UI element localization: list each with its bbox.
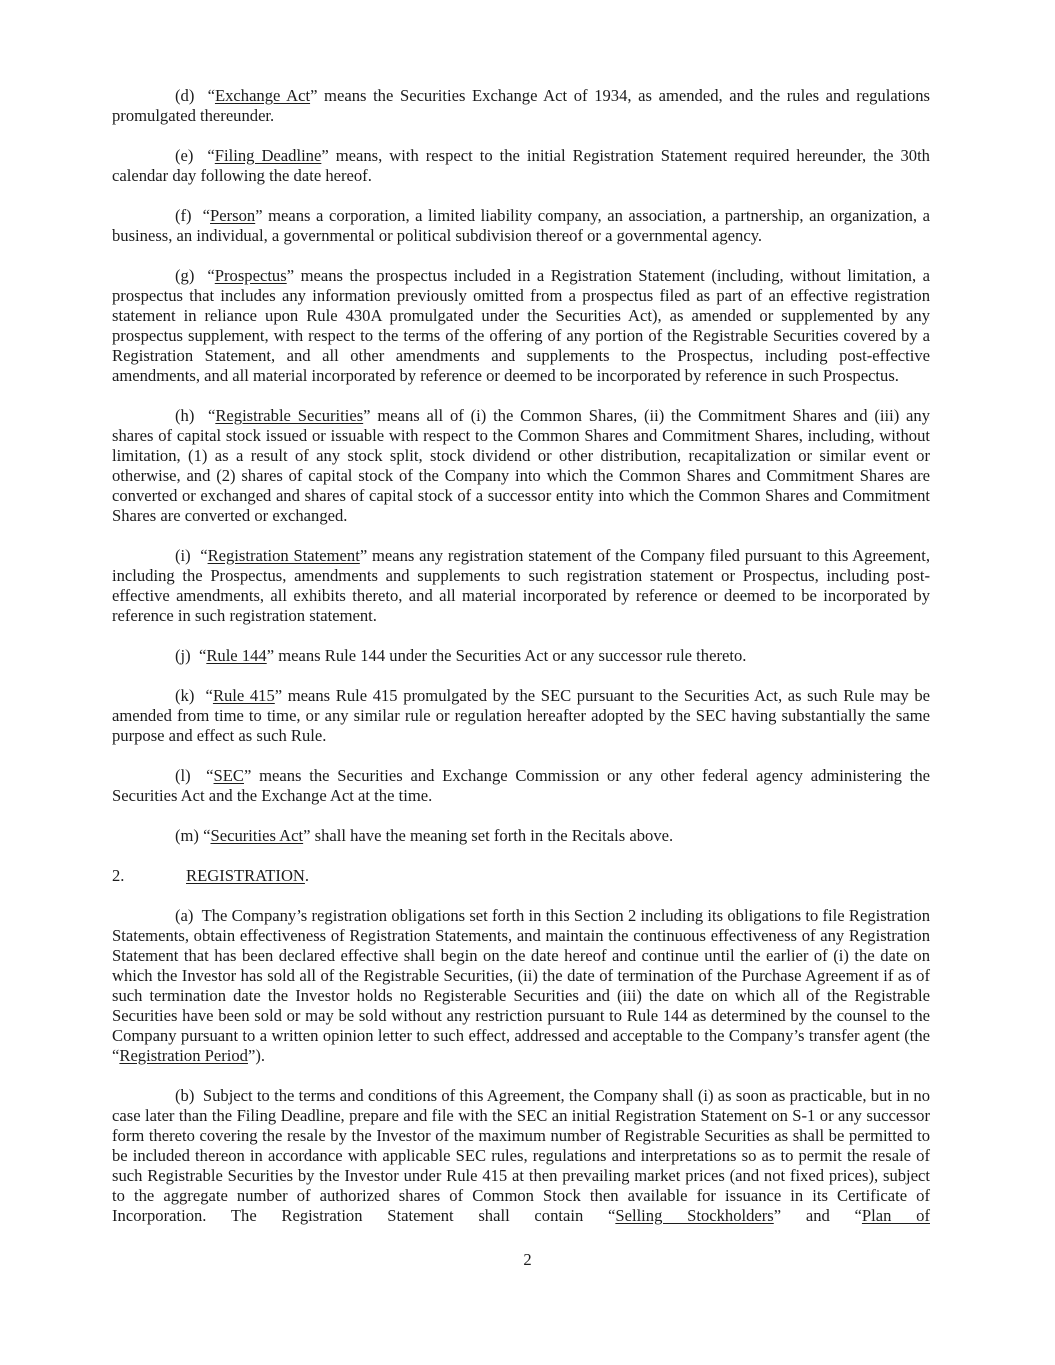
text-run: (a) The Company’s registration obligations set forth in this Section 2 including its obligations to file Registration Statements, obtain effectiveness of Registration Statements, and maintain the continuous effectiveness of any Registration Statement that has been declared effective shall begin on the date hereof and continue until the earlier of (i) the date on which the Investor has sold all of the Registrable Securities, (ii) the date of termination of the Purchase Agreement if as of such termination date the Investor holds no Registerable Securities and (iii) the date on which all of the Registrable Securities have been sold or may be sold without any restriction pursuant to Rule 144 as determined by the counsel to the Company pursuant to a written opinion letter to such effect, addressed and acceptable to the Company’s transfer agent (the “ [112,906,930,1065]
defined-term: Registration Statement [207,546,360,565]
definition-g [112,266,930,386]
section-2-heading [112,866,930,886]
text-run: (i) “ [175,546,208,565]
text-run: (j) “ [175,646,207,665]
defined-term: Plan of [861,1206,930,1225]
text-run: (g) “ [175,266,215,285]
definition-l [112,766,930,806]
text-run: ” means Rule 144 under the Securities Act or any successor rule thereto. [266,646,747,665]
text-run: ” means all of (i) the Common Shares, (ii) the Commitment Shares and (iii) any shares of capital stock issued or issuable with respect to the Common Shares and Commitment Shares, including, without limitation, (1) as a result of any stock split, stock dividend or other distribution, recapitalization or similar event or otherwise, and (2) shares of capital stock of the Company into which the Common Shares and Commitment Shares are converted or exchanged and shares of capital stock of a successor entity into which the Common Shares and Commitment Shares are converted or exchanged. [112,406,930,525]
defined-term: Person [210,206,256,225]
defined-term: Securities Act [210,826,304,845]
document-content [112,86,930,1226]
definition-i [112,546,930,626]
text-run: (b) Subject to the terms and conditions of this Agreement, the Company shall (i) as soon as practicable, but in no case later than the Filing Deadline, prepare and file with the SEC an initial Registration Statement on S-1 or any successor form thereto covering the resale by the Investor of the maximum number of Registrable Securities as shall be permitted to be included thereon in accordance with applicable SEC rules, regulations and interpretations so as to permit the resale of such Registrable Securities by the Investor under Rule 415 at then prevailing market prices (and not fixed prices), subject to the aggregate number of authorized shares of Common Stock then available for issuance in its Certificate of Incorporation. The Registration Statement shall contain “ [112,1086,930,1225]
section-number: 2. [112,866,125,885]
definition-k [112,686,930,746]
text-run: ” means the Securities and Exchange Commission or any other federal agency administering the Securities Act and the Exchange Act at the time. [112,766,930,805]
definition-d [112,86,930,126]
defined-term: Registrable Securities [215,406,364,425]
text-run: ”). [247,1046,266,1065]
defined-term: REGISTRATION [186,866,305,885]
defined-term: Prospectus [214,266,287,285]
text-run: (m) “ [175,826,211,845]
paragraph-2b [112,1086,930,1226]
text-run: (h) “ [175,406,216,425]
text-run: ” means any registration statement of the Company filed pursuant to this Agreement, including the Prospectus, amendments and supplements to such registration statement or Prospectus, including post-effective amendments, all exhibits thereto, and all material incorporated by reference or deemed to be incorporated by reference in such registration statement. [112,546,930,625]
definition-h [112,406,930,526]
text-run: ” and “ [773,1206,862,1225]
defined-term: Registration Period [119,1046,248,1065]
text-run: ” shall have the meaning set forth in the Recitals above. [303,826,674,845]
defined-term: Rule 144 [206,646,267,665]
text-run: ” means the Securities Exchange Act of 1934, as amended, and the rules and regulations promulgated thereunder. [112,86,930,125]
defined-term: Exchange Act [214,86,311,105]
defined-term: Selling Stockholders [615,1206,774,1225]
definition-f [112,206,930,246]
definition-m [112,826,930,846]
text-run: ” means, with respect to the initial Registration Statement required hereunder, the 30th calendar day following the date hereof. [112,146,930,185]
text-run: (f) “ [175,206,211,225]
page-number: 2 [523,1250,532,1269]
defined-term: SEC [213,766,244,785]
text-run: (l) “ [175,766,214,785]
text-run: ” means the prospectus included in a Registration Statement (including, without limitation, a prospectus that includes any information previously omitted from a prospectus filed as part of an effective registration statement in reliance upon Rule 430A promulgated under the Securities Act), as amended or supplemented by any prospectus supplement, with respect to the terms of the offering of any portion of the Registrable Securities covered by a Registration Statement, and all other amendments and supplements to the Prospectus, including post-effective amendments, and all material incorporated by reference or deemed to be incorporated by reference in such Prospectus. [112,266,931,385]
paragraph-2a [112,906,930,1066]
text-run: (d) “ [175,86,215,105]
text-run: (k) “ [175,686,213,705]
text-run: ” means a corporation, a limited liability company, an association, a partnership, an organization, a business, an individual, a governmental or political subdivision thereof or a governmental agency. [112,206,930,245]
text-run: . [304,866,310,885]
text-run: ” means Rule 415 promulgated by the SEC pursuant to the Securities Act, as such Rule may be amended from time to time, or any similar rule or regulation hereafter adopted by the SEC having substantially the same purpose and effect as such Rule. [112,686,930,745]
definition-j [112,646,930,666]
text-run: (e) “ [175,146,215,165]
defined-term: Filing Deadline [214,146,322,165]
defined-term: Rule 415 [212,686,275,705]
definition-e [112,146,930,186]
